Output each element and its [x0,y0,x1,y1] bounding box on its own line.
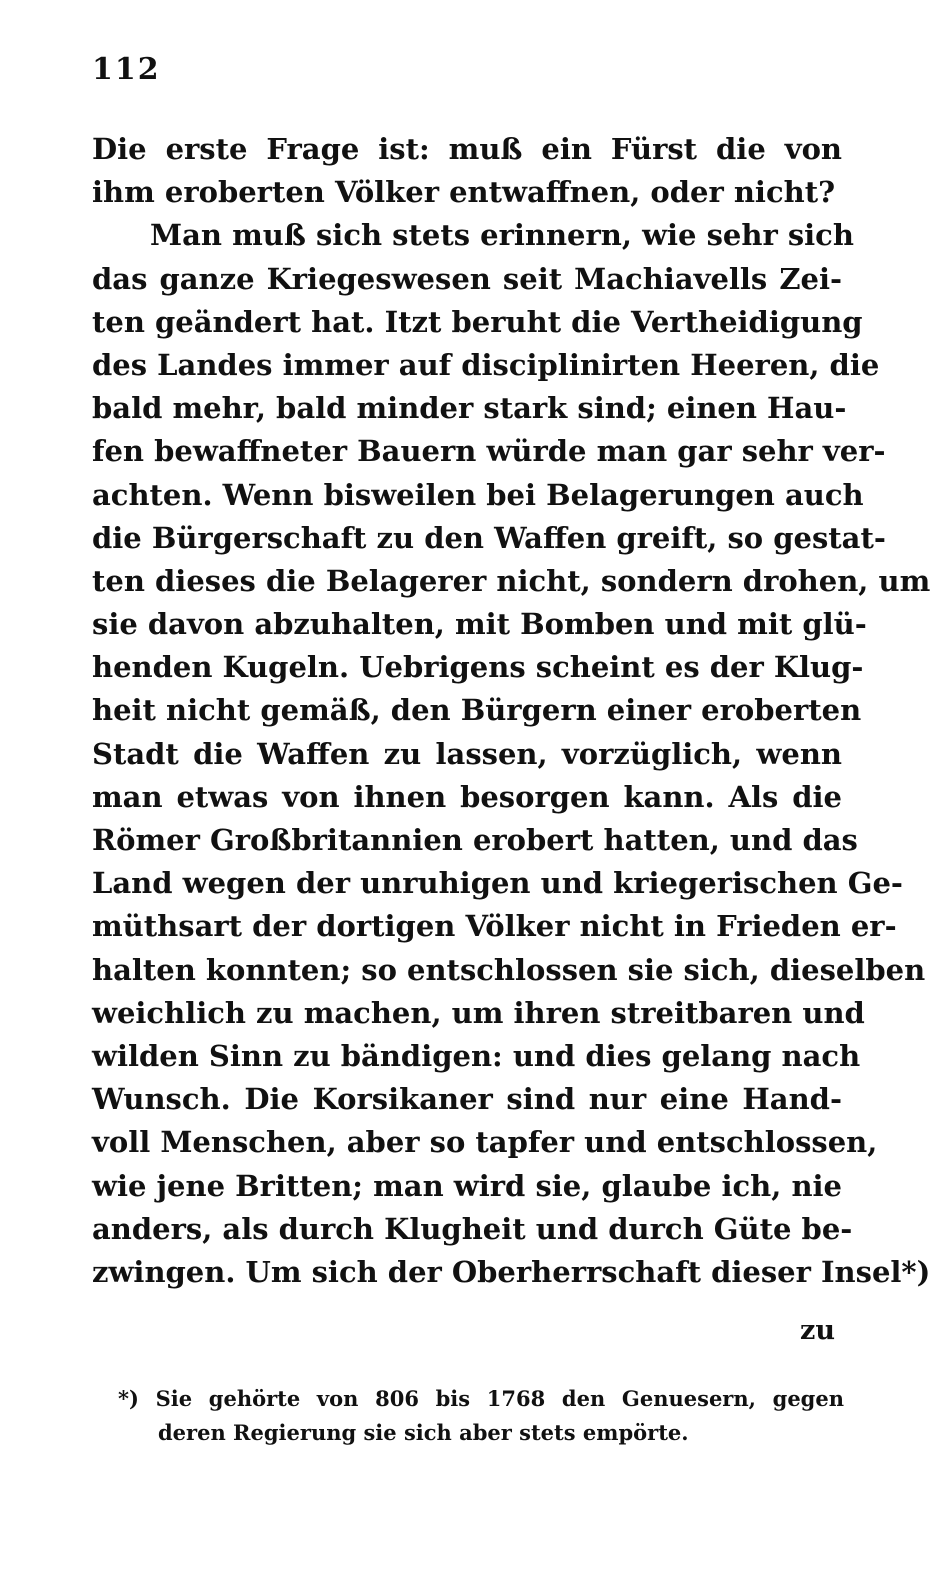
text-line: die Bürgerschaft zu den Waffen greift, so gestat- [92,520,886,555]
text-line: Man muß sich stets erinnern, wie sehr sich [150,218,854,253]
body-text [92,128,930,1294]
text-line: wie jene Britten; man wird sie, glaube ich, nie [92,1168,842,1203]
catchword: zu [800,1315,835,1346]
text-line: Die erste Frage ist: muß ein Fürst die von [92,132,842,166]
text-line: Land wegen der unruhigen und kriegerischen Ge- [92,866,903,901]
footnote-line: deren Regierung sie sich aber stets empörte. [158,1420,689,1445]
text-line: ten dieses die Belagerer nicht, sondern drohen, um [92,563,930,598]
text-line: achten. Wenn bisweilen bei Belagerungen auch [92,477,864,512]
text-line: das ganze Kriegeswesen seit Machiavells Zei- [92,261,842,296]
text-line: heit nicht gemäß, den Bürgern einer eroberten [92,693,862,728]
text-line: bald mehr, bald minder stark sind; einen Hau- [92,391,847,426]
text-line: Stadt die Waffen zu lassen, vorzüglich, wenn [92,736,842,771]
text-line: man etwas von ihnen besorgen kann. Als die [92,779,842,814]
text-line: ihm eroberten Völker entwaffnen, oder nicht? [92,175,836,210]
text-line: ten geändert hat. Itzt beruht die Vertheidigung [92,304,863,339]
page-number: 112 [92,52,161,87]
text-line: müthsart der dortigen Völker nicht in Frieden er- [92,909,897,944]
text-line: weichlich zu machen, um ihren streitbaren und [92,995,865,1030]
text-line: voll Menschen, aber so tapfer und entschlossen, [92,1125,878,1160]
text-line: des Landes immer auf disciplinirten Heeren, die [92,347,880,382]
text-line: wilden Sinn zu bändigen: und dies gelang nach [92,1038,861,1073]
text-line: halten konnten; so entschlossen sie sich, dieselben [92,952,926,987]
text-line: Wunsch. Die Korsikaner sind nur eine Hand- [92,1082,842,1117]
text-line: zwingen. Um sich der Oberherrschaft dieser Insel*) [92,1254,930,1289]
text-line: sie davon abzuhalten, mit Bomben und mit glü- [92,607,867,642]
footnote [118,1382,844,1450]
text-line: henden Kugeln. Uebrigens scheint es der Klug- [92,650,864,685]
text-line: Römer Großbritannien erobert hatten, und das [92,823,858,857]
text-line: fen bewaffneter Bauern würde man gar sehr ver- [92,434,886,469]
text-line: anders, als durch Klugheit und durch Güte be- [92,1211,853,1246]
footnote-line: *) Sie gehörte von 806 bis 1768 den Genuesern, gegen [118,1386,844,1411]
